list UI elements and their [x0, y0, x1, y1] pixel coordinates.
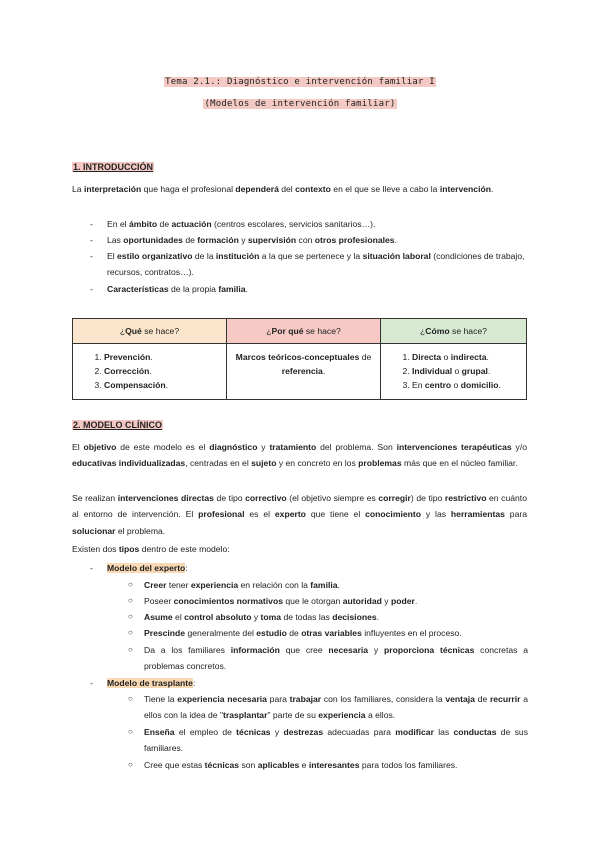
bold-term: herramientas	[450, 509, 505, 520]
bold-term: ventaja	[445, 694, 475, 704]
bold-term: corregir	[378, 493, 411, 503]
bold-term: Compensación	[104, 380, 166, 391]
bold-term: trasplantar	[223, 710, 268, 721]
bold-term: autoridad	[342, 596, 382, 606]
bold-term: situación laboral	[362, 251, 431, 261]
bold-term: Asume	[144, 612, 173, 622]
bold-term: Corrección	[104, 366, 150, 377]
bold-term: problemas	[358, 458, 402, 469]
trasplante-item: Tiene la experiencia necesaria para trabajar con los familiares, considera la ventaja de recurrir a ellos con la idea de "trasplantar" parte de su experiencia a ellos.	[144, 694, 529, 721]
circle-bullet: ○	[128, 580, 133, 589]
bullet-dash: -	[90, 284, 93, 294]
trasplante-item: Cree que estas técnicas son aplicables e interesantes para todos los familiares.	[144, 760, 458, 770]
section-heading-introduccion: 1. INTRODUCCIÓN	[73, 162, 154, 172]
bold-term: Qué	[125, 326, 142, 336]
bold-term: estilo organizativo	[117, 251, 193, 261]
list-item: 3. Compensación.	[104, 378, 225, 392]
bold-term: dependerá	[235, 184, 279, 194]
bold-term: modificar	[395, 727, 434, 737]
bold-term: actuación	[171, 219, 212, 229]
bold-term: conocimientos normativos	[173, 596, 283, 606]
list-item: 1. Directa o indirecta.	[412, 350, 525, 364]
bold-term: conocimiento	[365, 509, 421, 520]
bold-term: Creer	[144, 580, 167, 590]
summary-table	[72, 318, 527, 400]
bold-term: tratamiento	[269, 442, 317, 452]
table-body-row	[73, 344, 527, 400]
cell-por-que: Marcos teóricos-conceptuales de referencia.	[227, 344, 381, 400]
circle-bullet: ○	[128, 694, 133, 703]
table-header-row	[73, 319, 527, 344]
bold-term: estudio	[256, 628, 287, 638]
clinico-paragraph-1: El objetivo de este modelo es el diagnóstico y tratamiento del problema. Son intervenciones terapéuticas y/o educativas individualizadas, centradas en el sujeto y en concreto en los problemas más que en el núcleo familiar.	[72, 442, 527, 469]
intro-paragraph: La interpretación que haga el profesional dependerá del contexto en el que se lleve a cabo la intervención.	[72, 184, 494, 194]
bold-term: interpretación	[83, 184, 142, 194]
bold-term: ámbito	[128, 219, 158, 229]
bold-term: poder	[390, 596, 415, 606]
bullet-dash: -	[90, 219, 93, 229]
header-que: ¿Qué se hace?	[73, 319, 227, 344]
bold-term: otros profesionales	[314, 235, 395, 245]
bullet-estilo: El estilo organizativo de la institución a la que se pertenece y la situación laboral (condiciones de trabajo, recursos, contratos…).	[107, 251, 525, 278]
list-item: 2. Individual o grupal.	[412, 364, 525, 378]
bold-term: necesaria	[328, 645, 369, 655]
bullet-dash: -	[90, 251, 93, 261]
bold-term: formación	[197, 235, 239, 245]
bold-term: control absoluto	[184, 612, 252, 622]
bold-term: profesional	[198, 509, 245, 520]
bold-term: proporciona técnicas	[384, 645, 475, 655]
bold-term: intervenciones directas	[117, 493, 214, 503]
header-como: ¿Cómo se hace?	[381, 319, 527, 344]
bold-term: centro	[424, 380, 452, 391]
bold-term: institución	[215, 251, 260, 261]
experto-item: Da a los familiares información que cree necesaria y proporciona técnicas concretas a problemas concretos.	[144, 645, 529, 672]
bold-term: objetivo	[83, 442, 117, 452]
bold-term: otras variables	[301, 628, 362, 638]
header-por-que: ¿Por qué se hace?	[227, 319, 381, 344]
bold-term: Directa	[412, 352, 442, 362]
experto-item: Prescinde generalmente del estudio de otras variables influyentes en el proceso.	[144, 628, 462, 638]
bold-term: contexto	[295, 184, 331, 194]
bold-term: recurrir	[489, 694, 521, 704]
bold-term: técnicas	[204, 760, 240, 770]
bold-term: Marcos teóricos-conceptuales	[235, 352, 360, 362]
bold-term: intervención	[439, 184, 491, 194]
bold-term: experiencia	[190, 580, 239, 590]
bold-term: interesantes	[308, 760, 360, 770]
circle-bullet: ○	[128, 645, 133, 654]
bold-term: Características	[107, 284, 169, 294]
cell-como	[381, 344, 527, 400]
circle-bullet: ○	[128, 628, 133, 637]
bold-term: experto	[274, 509, 306, 520]
bold-term: Enseña	[144, 727, 175, 737]
bold-term: experiencia	[318, 710, 366, 721]
bold-term: correctivo	[245, 493, 287, 503]
bold-term: aplicables	[257, 760, 300, 770]
bold-term: trabajar	[289, 694, 322, 704]
bold-term: educativas individualizadas	[72, 458, 186, 469]
bold-term: Cómo	[425, 326, 450, 336]
bullet-dash: -	[90, 235, 93, 245]
list-item: 3. En centro o domicilio.	[412, 378, 525, 392]
bullet-caracteristicas: Características de la propia familia.	[107, 284, 248, 294]
bullet-dash: -	[90, 678, 93, 688]
bold-term: grupal	[461, 366, 488, 377]
circle-bullet: ○	[128, 727, 133, 736]
experto-item: Creer tener experiencia en relación con la familia.	[144, 580, 340, 590]
document-title: Tema 2.1.: Diagnóstico e intervención familiar I	[165, 77, 435, 87]
bullet-oportunidades: Las oportunidades de formación y supervisión con otros profesionales.	[107, 235, 397, 245]
bold-term: solucionar	[72, 525, 116, 536]
type-label-trasplante: Modelo de trasplante:	[107, 678, 196, 688]
bold-term: domicilio	[460, 380, 499, 391]
document-subtitle: (Modelos de intervención familiar)	[204, 99, 396, 109]
bold-term: restrictivo	[444, 493, 487, 503]
circle-bullet: ○	[128, 760, 133, 769]
bold-term: tipos	[118, 544, 140, 554]
bold-term: referencia	[281, 366, 323, 376]
bold-term: oportunidades	[123, 235, 183, 245]
trasplante-item: Enseña el empleo de técnicas y destrezas adecuadas para modificar las conductas de sus familiares.	[144, 727, 528, 754]
bold-term: Individual	[412, 366, 453, 377]
clinico-paragraph-3: Existen dos tipos dentro de este modelo:	[72, 544, 230, 554]
bullet-dash: -	[90, 563, 93, 573]
bold-term: toma	[260, 612, 282, 622]
section-heading-modelo-clinico: 2. MODELO CLÍNICO	[73, 420, 163, 430]
bold-term: intervenciones terapéuticas	[396, 442, 512, 452]
experto-item: Poseer conocimientos normativos que le otorgan autoridad y poder.	[144, 596, 418, 606]
bold-term: Prescinde	[144, 628, 186, 638]
bold-term: familia	[310, 580, 338, 590]
bold-term: indirecta	[450, 352, 487, 362]
list-item: 1. Prevención.	[104, 350, 225, 364]
bullet-ambito: En el ámbito de actuación (centros escolares, servicios sanitarios…).	[107, 219, 376, 229]
bold-term: destrezas	[283, 727, 324, 737]
experto-item: Asume el control absoluto y toma de todas las decisiones.	[144, 612, 380, 622]
clinico-paragraph-2: Se realizan intervenciones directas de tipo correctivo (el objetivo siempre es corregir) de tipo restrictivo en cuánto al entorno de intervención. El profesional es el experto que tiene el conocimiento y las herramientas para solucionar el problema.	[72, 493, 527, 536]
bold-term: supervisión	[247, 235, 297, 245]
circle-bullet: ○	[128, 612, 133, 621]
type-label-experto: Modelo del experto:	[107, 563, 188, 573]
circle-bullet: ○	[128, 596, 133, 605]
bold-term: sujeto	[251, 458, 277, 469]
bold-term: información	[230, 645, 280, 655]
bold-term: decisiones	[332, 612, 377, 622]
bold-term: Prevención	[104, 352, 151, 362]
cell-que	[73, 344, 227, 400]
bold-term: conductas	[453, 727, 497, 737]
list-item: 2. Corrección.	[104, 364, 225, 378]
bold-term: familia	[218, 284, 246, 294]
bold-term: diagnóstico	[209, 442, 258, 452]
bold-term: experiencia necesaria	[177, 694, 267, 704]
bold-term: Por qué	[271, 326, 304, 336]
bold-term: técnicas	[236, 727, 271, 737]
